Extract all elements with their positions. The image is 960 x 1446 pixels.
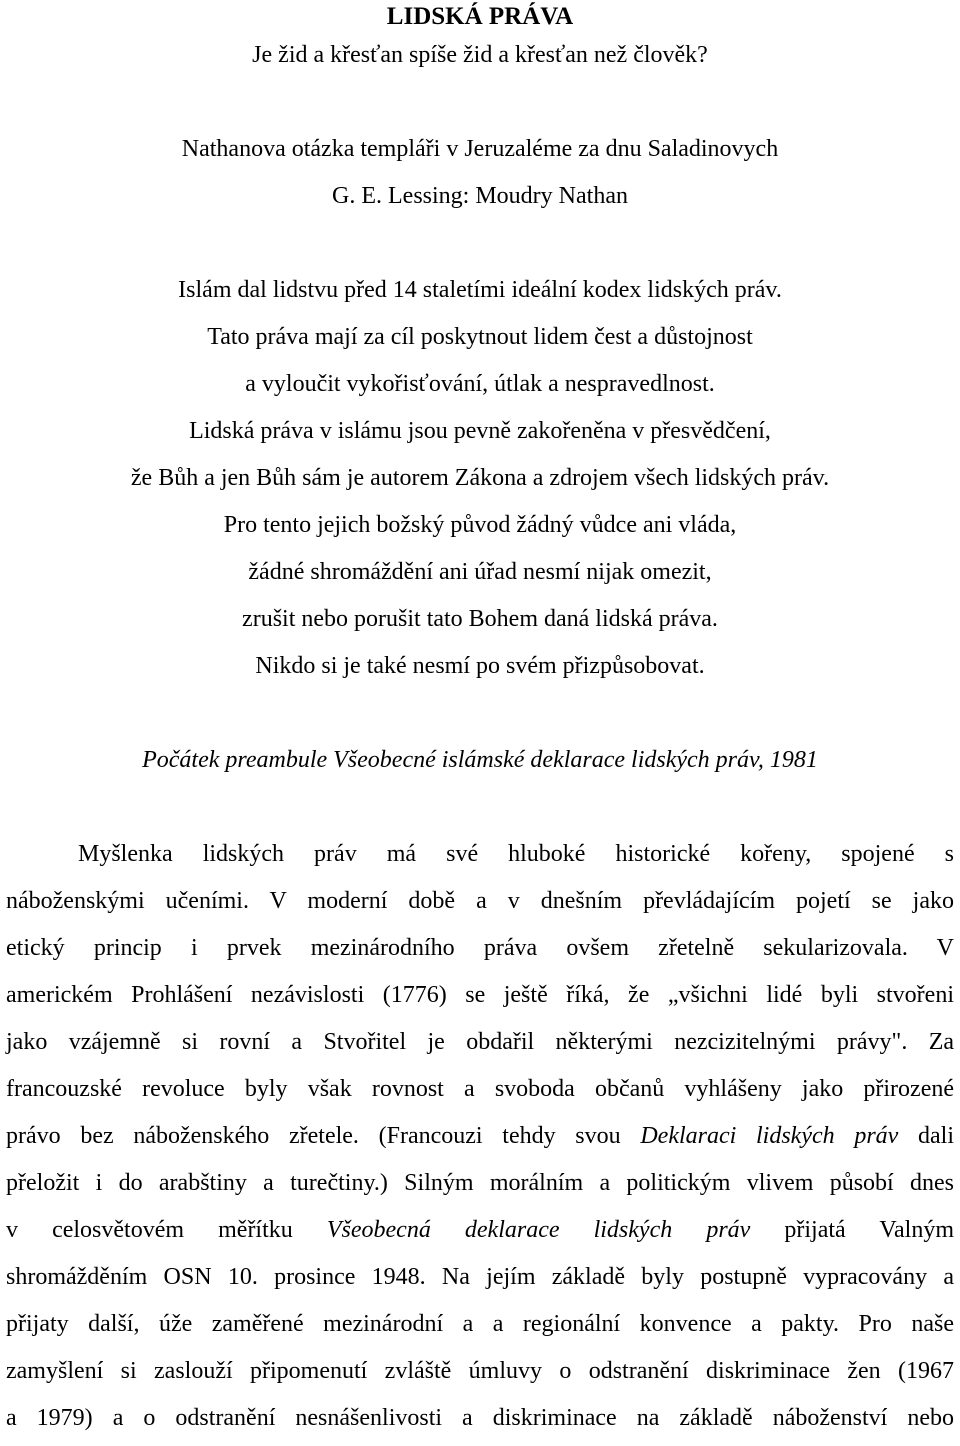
document-title: LIDSKÁ PRÁVA [386,3,574,30]
quote-source-line: Nathanova otázka templáři v Jeruzaléme za dnu Saladinovych [181,136,779,162]
preamble-line: a vyloučit vykořisťování, útlak a nespravedlnost. [245,371,715,397]
body-line: zamyšlení si zaslouží připomenutí zvláště úmluvy o odstranění diskriminace žen (1967 [6,1358,954,1384]
preamble-text [6,267,954,690]
spacer [6,79,954,126]
spacer [6,220,954,267]
preamble-line: Nikdo si je také nesmí po svém přizpůsobovat. [255,653,705,679]
opening-quote: Je žid a křesťan spíše žid a křesťan než člověk? [252,42,708,68]
body-line: francouzské revoluce byly však rovnost a svoboda občanů vyhlášeny jako přirozené [6,1076,954,1102]
body-line [6,1207,954,1254]
body-line: etický princip i prvek mezinárodního práva ovšem zřetelně sekularizovala. V [6,935,954,961]
body-text-segment: v celosvětovém měřítku [6,1217,327,1243]
spacer [6,784,954,831]
spacer [6,690,954,737]
preamble-line: že Bůh a jen Bůh sám je autorem Zákona a zdrojem všech lidských práv. [130,465,830,491]
preamble-caption: Počátek preambule Všeobecné islámské deklarace lidských práv, 1981 [142,747,818,773]
body-line: přijaty další, úže zaměřené mezinárodní a a regionální konvence a pakty. Pro naše [6,1311,954,1337]
body-text-segment: dali [898,1123,954,1149]
document-page [0,2,960,1446]
declaration-title-italic: Deklaraci lidských práv [640,1123,899,1149]
body-line: Myšlenka lidských práv má své hluboké historické kořeny, spojené s [78,841,954,867]
body-line: jako vzájemně si rovní a Stvořitel je obdařil některými nezcizitelnými právy". Za [6,1029,954,1055]
preamble-line: žádné shromáždění ani úřad nesmí nijak omezit, [248,559,712,585]
body-line [6,1113,954,1160]
body-paragraph [6,831,954,1442]
body-text-segment: přijatá Valným [750,1217,955,1243]
body-line: náboženskými učeními. V moderní době a v dnešním převládajícím pojetí se jako [6,888,954,914]
preamble-line: Tato práva mají za cíl poskytnout lidem čest a důstojnost [207,324,753,350]
preamble-line: zrušit nebo porušit tato Bohem daná lidská práva. [242,606,718,632]
body-text-segment: právo bez náboženského zřetele. (Francouzi tehdy svou [6,1123,641,1149]
body-line: přeložit i do arabštiny a turečtiny.) Silným morálním a politickým vlivem působí dnes [6,1170,954,1196]
body-line: a 1979) a o odstranění nesnášenlivosti a diskriminace na základě náboženství nebo [6,1405,954,1431]
preamble-line: Islám dal lidstvu před 14 staletími ideální kodex lidských práv. [178,277,782,303]
preamble-line: Lidská práva v islámu jsou pevně zakořeněna v přesvědčení, [189,418,771,444]
preamble-line: Pro tento jejich božský původ žádný vůdce ani vláda, [223,512,737,538]
quote-source [6,126,954,220]
body-line: shromážděním OSN 10. prosince 1948. Na jejím základě byly postupně vypracovány a [6,1264,954,1290]
quote-source-line: G. E. Lessing: Moudry Nathan [332,183,628,209]
body-line: americkém Prohlášení nezávislosti (1776) se ještě říká, že „všichni lidé byli stvořeni [6,982,954,1008]
declaration-title-italic: Všeobecná deklarace lidských práv [326,1217,751,1243]
